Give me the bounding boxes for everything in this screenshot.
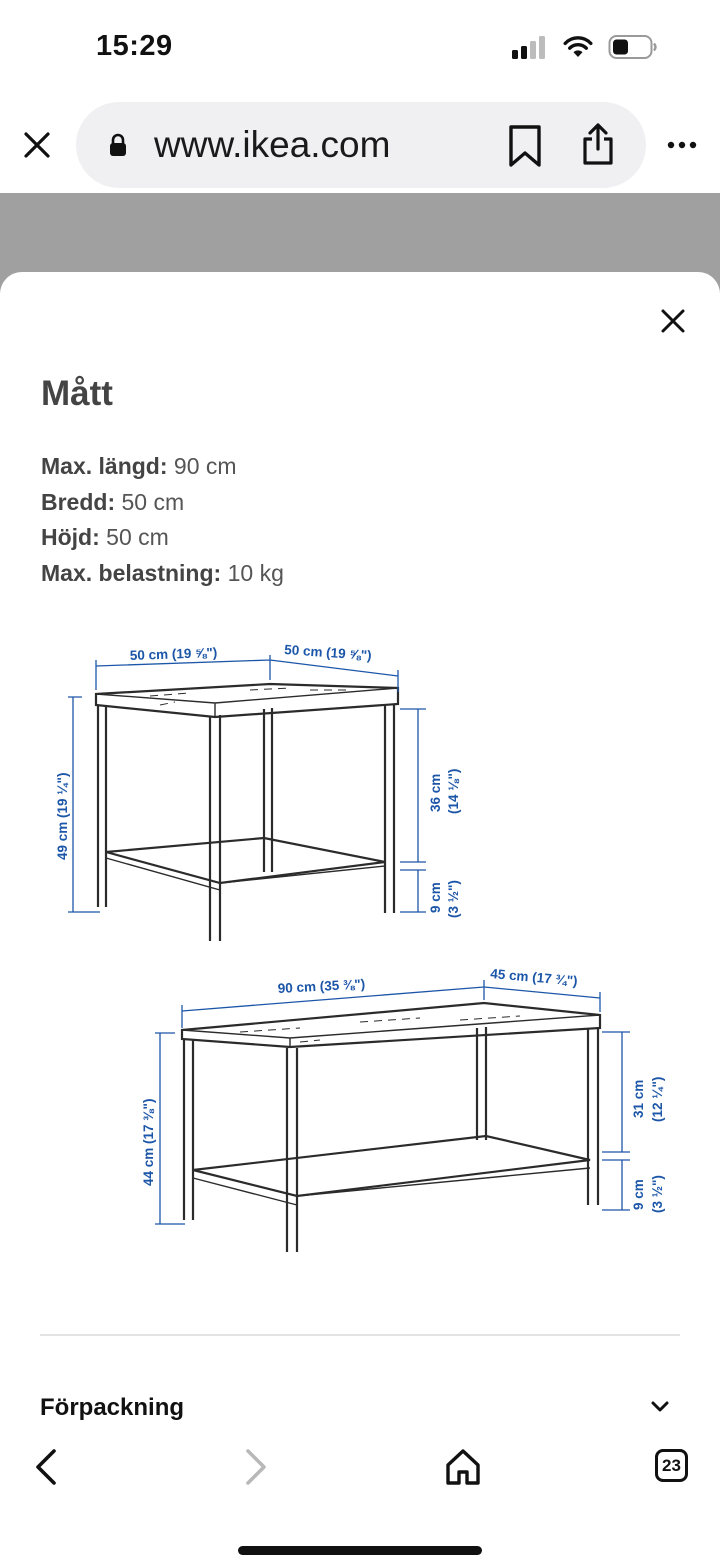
wifi-icon bbox=[562, 35, 594, 59]
divider bbox=[40, 1334, 680, 1336]
small-table-total-height: 49 cm (19 ¼") bbox=[55, 772, 70, 860]
small-table-upper-height: 36 cm bbox=[428, 773, 443, 812]
small-table-width-side: 50 cm (19 ⅝") bbox=[283, 642, 373, 664]
section-title: Förpackning bbox=[40, 1394, 185, 1421]
back-icon[interactable] bbox=[32, 1447, 62, 1487]
lock-icon bbox=[109, 133, 127, 157]
dimension-value: 10 kg bbox=[227, 559, 284, 586]
dimension-value: 90 cm bbox=[173, 453, 237, 479]
large-table-upper-height: 31 cm bbox=[631, 1079, 646, 1118]
dimension-value: 50 cm bbox=[121, 488, 185, 515]
large-table-lower-height: 9 cm bbox=[631, 1179, 646, 1210]
dimension-row-length bbox=[41, 449, 284, 485]
large-table-width-front: 90 cm (35 ⅜") bbox=[277, 976, 366, 996]
dimensions-list bbox=[41, 449, 284, 591]
dimension-row-max-load bbox=[41, 556, 284, 592]
large-table-total-height: 44 cm (17 ⅜") bbox=[141, 1098, 156, 1186]
small-table-drawing bbox=[55, 642, 461, 941]
cellular-signal-icon bbox=[512, 35, 548, 59]
browser-toolbar bbox=[0, 100, 720, 193]
close-browser-icon[interactable] bbox=[20, 128, 54, 162]
home-indicator bbox=[238, 1546, 482, 1555]
browser-bottom-toolbar bbox=[0, 1432, 720, 1561]
forward-icon[interactable] bbox=[240, 1447, 270, 1487]
address-bar[interactable] bbox=[76, 102, 646, 188]
dimension-value: 50 cm bbox=[106, 524, 169, 550]
status-icons bbox=[512, 34, 658, 60]
battery-icon bbox=[608, 34, 658, 60]
status-bar bbox=[0, 0, 720, 100]
large-table-width-side: 45 cm (17 ¾") bbox=[489, 966, 579, 989]
bookmark-icon[interactable] bbox=[507, 124, 543, 168]
share-icon[interactable] bbox=[581, 122, 615, 166]
tabs-button[interactable]: 23 bbox=[655, 1449, 688, 1482]
small-table-lower-height: 9 cm bbox=[428, 882, 443, 913]
status-time: 15:29 bbox=[96, 30, 173, 62]
chevron-down-icon bbox=[650, 1400, 670, 1414]
small-table-width-front: 50 cm (19 ⅝") bbox=[129, 644, 218, 663]
small-table-lower-height-in: (3 ½") bbox=[446, 880, 461, 918]
more-icon[interactable] bbox=[667, 140, 697, 150]
large-table-upper-height-in: (12 ¼") bbox=[650, 1076, 665, 1122]
large-table-drawing bbox=[141, 966, 665, 1252]
dimension-drawing bbox=[40, 627, 680, 1292]
dimension-label: Max. belastning: bbox=[41, 559, 222, 586]
dimension-row-height bbox=[41, 520, 284, 556]
dimensions-sheet bbox=[0, 272, 720, 1432]
close-icon[interactable] bbox=[659, 307, 687, 335]
small-table-upper-height-in: (14 ⅛") bbox=[446, 768, 461, 814]
dimension-label: Max. längd: bbox=[41, 453, 168, 479]
dimension-label: Bredd: bbox=[41, 488, 116, 515]
dimension-label: Höjd: bbox=[41, 524, 100, 550]
sheet-title: Mått bbox=[41, 374, 113, 413]
home-icon[interactable] bbox=[444, 1447, 482, 1487]
dimension-row-width bbox=[41, 485, 284, 521]
large-table-lower-height-in: (3 ½") bbox=[650, 1175, 665, 1213]
url-text: www.ikea.com bbox=[154, 124, 391, 165]
packaging-accordion[interactable] bbox=[40, 1382, 680, 1432]
